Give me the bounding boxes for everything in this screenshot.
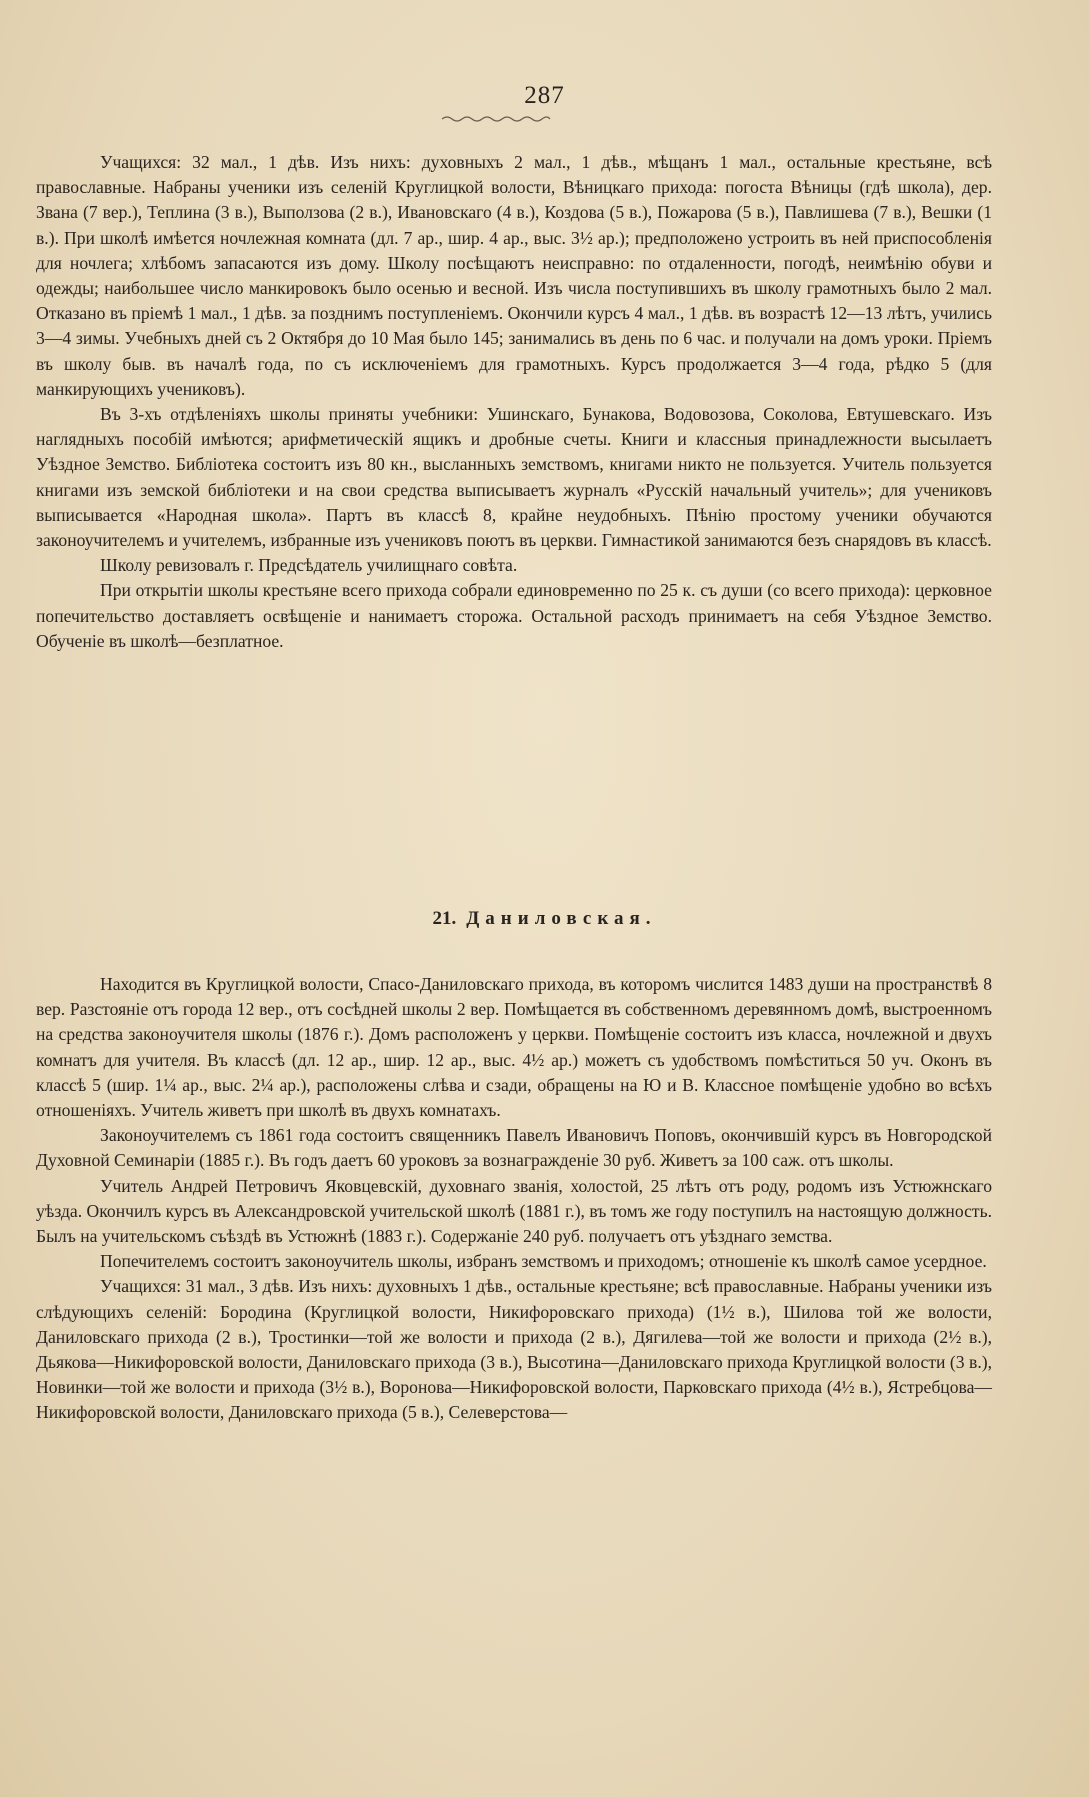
paragraph: Учащихся: 31 мал., 3 дѣв. Изъ нихъ: духовныхъ 1 дѣв., остальные крестьяне; всѣ православные. Набраны ученики изъ слѣдующихъ селеній: Бородина (Круглицкой волости, Никифоровскаго прихода) (1½ в.), Шилова той же волости, Даниловскаго прихода (2 в.), Тростинки—той же волости и прихода (2 в.), Дягилева—той же волости и прихода (2½ в.), Дьякова—Никифоровской волости, Даниловскаго прихода (3 в.), Высотина—Даниловскаго прихода Круглицкой волости (3 в.), Новинки—той же волости и прихода (3½ в.), Воронова—Никифоровской волости, Парковскаго прихода (4½ в.), Ястребцова—Никифоровской волости, Даниловскаго прихода (5 в.), Селеверстова— (36, 1276, 992, 1423)
paragraph: При открытіи школы крестьяне всего прихода собрали единовременно по 25 к. съ души (со всего прихода): церковное попечительство доставляетъ освѣщеніе и нанимаетъ сторожа. Остальной расходъ принимаетъ на себя Уѣздное Земство. Обученіе въ школѣ—безплатное. (36, 580, 992, 651)
section-1-text (36, 150, 992, 654)
decorative-rule-icon (440, 114, 552, 124)
paragraph: Учащихся: 32 мал., 1 дѣв. Изъ нихъ: духовныхъ 2 мал., 1 дѣв., мѣщанъ 1 мал., остальные крестьяне, всѣ православные. Набраны ученики изъ селеній Круглицкой волости, Вѣницкаго прихода: погоста Вѣницы (гдѣ школа), дер. Звана (7 вер.), Теплина (3 в.), Выползова (2 в.), Ивановскаго (4 в.), Коздова (5 в.), Пожарова (5 в.), Павлишева (7 в.), Вешки (1 в.). При школѣ имѣется ночлежная комната (дл. 7 ар., шир. 4 ар., выс. 3½ ар.); предположено устроить въ ней приспособленія для ночлега; хлѣбомъ запасаются изъ дому. Школу посѣщаютъ неисправно: по отдаленности, погодѣ, неимѣнію обуви и одежды; наибольшее число манкировокъ было осенью и весной. Изъ числа поступившихъ въ школу грамотныхъ было 2 мал. Отказано въ пріемѣ 1 мал., 1 дѣв. за позднимъ поступленіемъ. Окончили курсъ 4 мал., 1 дѣв. въ возрастѣ 12—13 лѣтъ, учились 3—4 зимы. Учебныхъ дней съ 2 Октября до 10 Мая было 145; занимались въ день по 6 час. и получали на домъ уроки. Пріемъ въ школу быв. въ началѣ года, по съ исключеніемъ для грамотныхъ. Курсъ продолжается 3—4 года, рѣдко 5 (для манкирующихъ учениковъ). (36, 152, 992, 399)
paragraph: Находится въ Круглицкой волости, Спасо-Даниловскаго прихода, въ которомъ числится 1483 души на пространствѣ 8 вер. Разстояніе отъ города 12 вер., отъ сосѣдней школы 2 вер. Помѣщается въ собственномъ деревянномъ домѣ, выстроенномъ на средства законоучителя школы (1876 г.). Домъ расположенъ у церкви. Помѣщеніе состоитъ изъ класса, ночлежной и двухъ комнатъ для учителя. Въ классѣ (дл. 12 ар., шир. 12 ар., выс. 4½ ар.) можетъ съ удобствомъ помѣститься 50 уч. Оконъ въ классѣ 5 (шир. 1¼ ар., выс. 2¼ ар.), расположены слѣва и сзади, обращены на Ю и В. Классное помѣщеніе удобно во всѣхъ отношеніяхъ. Учитель живетъ при школѣ въ двухъ комнатахъ. (36, 974, 992, 1121)
paragraph: Учитель Андрей Петровичъ Яковцевскій, духовнаго званія, холостой, 25 лѣтъ отъ роду, родомъ изъ Устюжнскаго уѣзда. Окончилъ курсъ въ Александровской учительской школѣ (1881 г.), въ томъ же году поступилъ на настоящую должность. Былъ на учительскомъ съѣздѣ въ Устюжнѣ (1883 г.). Содержаніе 240 руб. получаетъ отъ уѣзднаго земства. (36, 1175, 993, 1247)
section-title: Даниловская. (466, 908, 657, 929)
paragraph: Законоучителемъ съ 1861 года состоитъ священникъ Павелъ Ивановичъ Поповъ, окончившій курсъ въ Новгородской Духовной Семинаріи (1885 г.). Въ годъ даетъ 60 уроковъ за вознагражденіе 30 руб. Живетъ за 100 саж. отъ школы. (36, 1125, 992, 1171)
paragraph: Попечителемъ состоитъ законоучитель школы, избранъ земствомъ и приходомъ; отношеніе къ школѣ самое усердное. (100, 1251, 987, 1272)
section-2-text (36, 972, 992, 1426)
section-number: 21. (432, 908, 457, 929)
page-number: 287 (524, 82, 565, 109)
section-heading (0, 908, 1089, 930)
paragraph: Школу ревизовалъ г. Предсѣдатель училищнаго совѣта. (100, 555, 518, 576)
paragraph: Въ 3-хъ отдѣленіяхъ школы приняты учебники: Ушинскаго, Бунакова, Водовозова, Соколова, Евтушевскаго. Изъ наглядныхъ пособій имѣются; арифметическій ящикъ и дробные счеты. Книги и классныя принадлежности высылаетъ Уѣздное Земство. Библіотека состоитъ изъ 80 кн., высланныхъ земствомъ, книгами никто не пользуется. Учитель пользуется книгами изъ земской библіотеки и на свои средства выписываетъ журналъ «Русскій начальный учитель»; для учениковъ выписывается «Народная школа». Партъ въ классѣ 8, крайне неудобныхъ. Пѣнію простому ученики обучаются законоучителемъ и учителемъ, избранные изъ учениковъ поютъ въ церкви. Гимнастикой занимаются безъ снарядовъ въ классѣ. (36, 404, 992, 551)
